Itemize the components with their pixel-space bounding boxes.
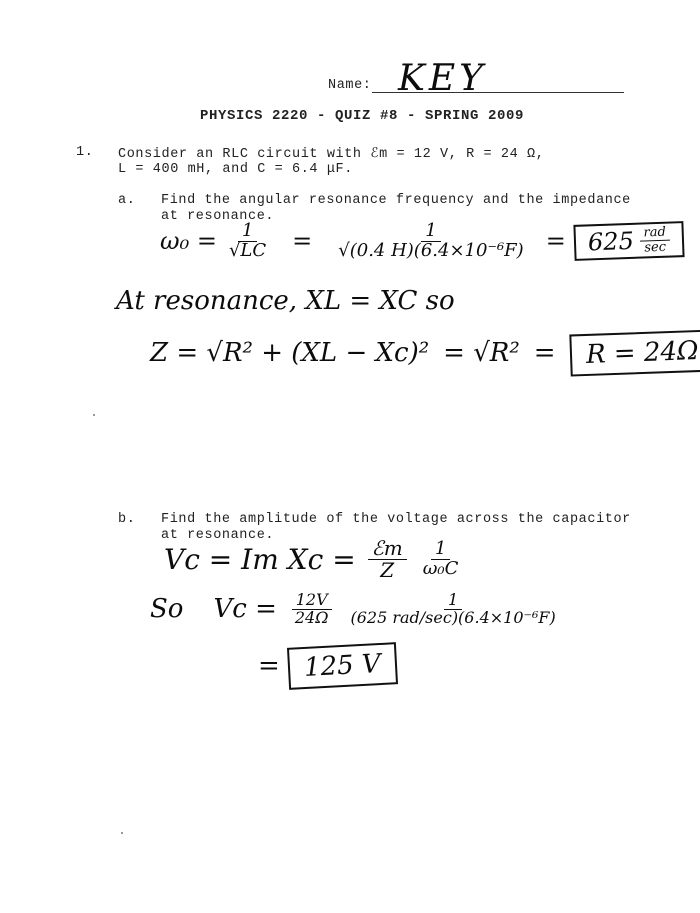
so-word: So [150, 594, 184, 625]
part-b-line-2: at resonance. [161, 528, 275, 543]
fraction-numeric: $\frac{1}{\text{√(0.4 H)(6.4×10⁻⁶F)}}$ [338, 220, 524, 261]
fraction-1-over-root-lc: $\frac{1}{√LC}$ [228, 220, 267, 261]
name-value: KEY [398, 58, 487, 99]
omega-answer-box: 625 $\frac{\text{rad}}{\sec}$ [573, 221, 684, 261]
name-label: Name: [328, 78, 372, 93]
speck [121, 832, 123, 834]
impedance-simplified: = √R² [443, 338, 520, 368]
vc-expression: Vc = Im Xc = [164, 543, 356, 576]
problem-line-1: Consider an RLC circuit with ℰm = 12 V, R = 24 Ω, [118, 147, 545, 162]
impedance-expression: Z = √R² + (XL − Xc)² [150, 338, 430, 368]
part-b-equation-3: = 125 V [258, 645, 396, 687]
omega-lhs: ω₀ = [160, 227, 217, 256]
reactance-fraction: $\frac{1}{\text{(625 rad/sec)(6.4×10⁻⁶F)}}$ [350, 590, 556, 627]
part-b-line-1: Find the amplitude of the voltage across the capacitor [161, 512, 631, 527]
resonance-statement: At resonance, XL = XC so [116, 286, 455, 316]
part-b-equation-2 [150, 592, 560, 627]
part-a-equation-1: ω₀ = $\frac{1}{√LC}$ = $\frac{1}{\text{√(0.4 H)(6.4×10⁻⁶F)}}$ = 625 $\frac{\text{rad}}{\sec}$ [160, 222, 684, 261]
part-b-label: b. [118, 512, 136, 527]
part-a-line-2: at resonance. [161, 209, 275, 224]
vc-lhs: Vc = [213, 594, 277, 625]
voltage-answer-box: 125 V [287, 642, 398, 690]
part-a-equation-2: Z = √R² + (XL − Xc)² = √R² = R = 24Ω [150, 332, 700, 374]
part-b-equation-1 [164, 538, 462, 581]
current-fraction: $\frac{12V}{24\Omega}$ [291, 592, 333, 627]
emf-over-z-fraction: $\frac{\text{ℰm}}{Z}$ [368, 538, 407, 581]
part-a-line-1: Find the angular resonance frequency and the impedance [161, 193, 631, 208]
impedance-answer-box: R = 24Ω [569, 329, 700, 376]
problem-number: 1. [76, 145, 94, 160]
one-over-omega-c-fraction: $\frac{1}{\text{ω₀C}}$ [422, 538, 459, 579]
speck [93, 414, 95, 416]
part-a-label: a. [118, 193, 136, 208]
quiz-title: PHYSICS 2220 - QUIZ #8 - SPRING 2009 [200, 108, 525, 124]
problem-line-2: L = 400 mH, and C = 6.4 μF. [118, 162, 353, 177]
